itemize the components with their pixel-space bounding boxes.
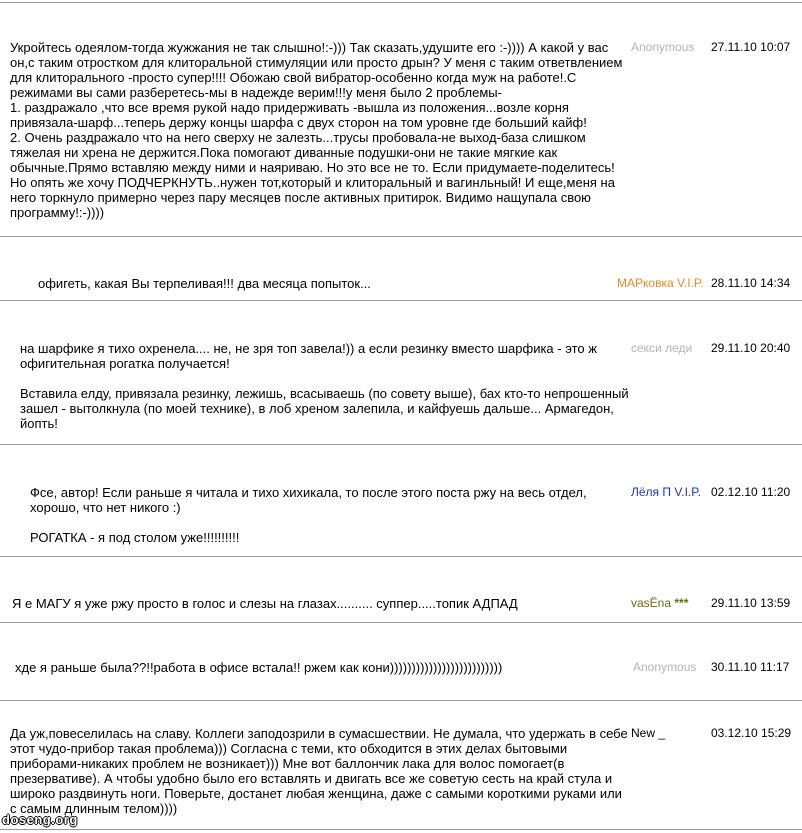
comment-line: Я е МАГУ я уже ржу просто в голос и слезы на глазах.......... суппер.....топик АДПАД: [12, 596, 518, 611]
divider: [0, 444, 802, 445]
comment-date: 02.12.10 11:20: [711, 485, 791, 499]
comment-line: Фсе, автор! Если раньше я читала и тихо хихикала, то после этого поста ржу на весь отдел,: [30, 485, 587, 500]
comment-line: привязала-шарф...теперь держу концы шарфа с двух сторон на том уровне где больший кайф!: [10, 115, 587, 130]
comment-line: [30, 515, 630, 530]
comment-line: Да уж,повеселилась на славу. Коллеги заподозрили в сумасшествии. Не думала, что удержать в себе: [10, 726, 628, 741]
divider: [0, 700, 802, 701]
comment-line: 1. раздражало ,что все время рукой надо придерживать -вышла из положения...возле корня: [10, 100, 569, 115]
comment-line: на шарфике я тихо охренела.... не, не зря топ завела!)) а если резинку вместо шарфика - это ж: [20, 341, 597, 356]
comment-line: этот чудо-прибор такая проблема))) Согласна с теми, кто обходится в этих делах бытовыми: [10, 741, 568, 756]
comment-line: офигеть, какая Вы терпеливая!!! два месяца попыток...: [38, 276, 371, 291]
comment-line: режимами вы сами разберетесь-мы в надежде верим!!!у меня было 2 проблемы-: [10, 85, 502, 100]
comment-author[interactable]: New _: [631, 726, 666, 740]
comment-line: для клиторального -просто супер!!!! Обожаю свой вибратор-особенно когда муж на работе!.С: [10, 70, 577, 85]
comment-line: [20, 371, 630, 386]
comment-text: [30, 485, 630, 545]
divider: [0, 2, 802, 3]
comment-line: презервативе). А чтобы удобно было его вставлять и двигать все же советую сесть на край стула и: [10, 771, 613, 786]
comment-line: зашел - вытолкнула (по моей технике), в лоб хреном залепила, и кайфуешь дальше... Армагедон,: [20, 401, 614, 416]
comment-line: 2. Очень раздражало что на него сверху не залезть...трусы пробовала-не выход-база слишком: [10, 130, 586, 145]
divider: [0, 236, 802, 237]
comment-text: [20, 341, 630, 431]
comment-author[interactable]: Anonymous: [631, 40, 695, 54]
comment-text: [38, 276, 613, 291]
comment-text: [12, 596, 624, 611]
comment-date: 29.11.10 20:40: [711, 341, 791, 355]
comment-line: приборами-никаких проблем не возникает))) Мне вот баллончик лака для волос помогает(в: [10, 756, 565, 771]
comment-author[interactable]: Anonymous: [633, 660, 697, 674]
comment-line: Но опять же хочу ПОДЧЕРКНУТЬ..нужен тот,который и клиторальный и вагинльный! И еще,меня на: [10, 175, 615, 190]
comment-line: офигительная рогатка получается!: [20, 356, 230, 371]
divider: [0, 556, 802, 557]
author-rating-stars: ***: [674, 596, 689, 610]
comment-text: [10, 726, 628, 816]
comment-date: 28.11.10 14:34: [711, 276, 791, 290]
comment-line: Укройтесь одеялом-тогда жужжания не так слышно!:-))) Так сказать,удушите его :-)))) А какой у вас: [10, 40, 609, 55]
comment-line: Вставила елду, привязала резинку, лежишь, всасываешь (по совету выше), бах кто-то непрошенный: [20, 386, 629, 401]
divider: [0, 622, 802, 623]
divider: [0, 829, 802, 830]
comment-date: 27.11.10 10:07: [711, 40, 791, 54]
comment-author[interactable]: [631, 596, 688, 611]
comment-author[interactable]: секси леди: [631, 341, 693, 355]
comment-line: он,с таким отростком для клиторальной стимуляции или просто дрын? У меня с таким ответвлением: [10, 55, 623, 70]
comment-date: 30.11.10 11:17: [711, 660, 790, 674]
comment-text: [10, 40, 625, 220]
comment-author[interactable]: Лёля П V.I.P.: [631, 485, 702, 499]
comment-line: широко раздвинуть ноги. Поверьте, достанет любая женщина, даже с самыми короткими руками или: [10, 786, 622, 801]
comment-date: 03.12.10 15:29: [711, 726, 792, 740]
comment-line: йопть!: [20, 416, 58, 431]
comment-line: с самым длинным телом)))): [10, 801, 178, 816]
comment-line: программу!:-)))): [10, 205, 105, 220]
comment-line: обычные.Прямо вставляю между ними и наяриваю. Но это все не то. Если придумаете-поделитесь!: [10, 160, 615, 175]
comment-line: него торкнуло примерно через пару месяцев после активных притирок. Видимо нащупала свою: [10, 190, 591, 205]
comment-line: РОГАТКА - я под столом уже!!!!!!!!!!: [30, 530, 240, 545]
comment-line: хорошо, что нет никого :): [30, 500, 181, 515]
author-name: vasЁna: [631, 596, 672, 610]
comment-author[interactable]: МАРковка V.I.P.: [617, 276, 704, 290]
comment-line: хде я раньше была??!!работа в офисе встала!! ржем как кони)))))))))))))))))))))))))): [15, 660, 503, 675]
comment-text: [15, 660, 627, 675]
comment-date: 29.11.10 13:59: [711, 596, 791, 610]
divider: [0, 300, 802, 301]
comment-line: тяжелая ни хрена не держится.Пока помогают диванные подушки-они не такие мягкие как: [10, 145, 558, 160]
site-watermark: doseng.org: [2, 812, 78, 827]
